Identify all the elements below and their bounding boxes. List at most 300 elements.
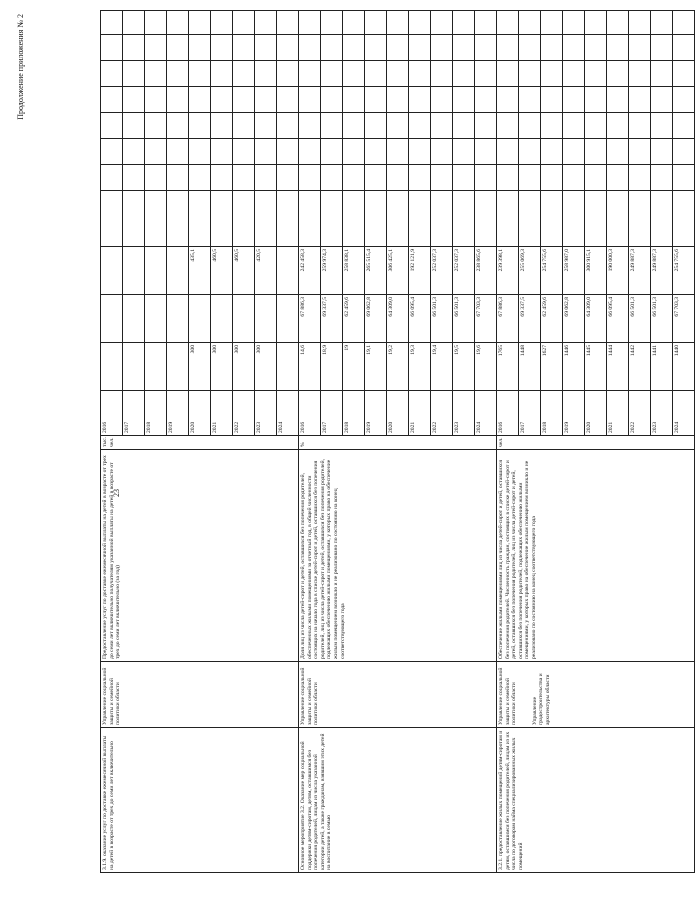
empty-cell	[541, 165, 563, 191]
empty-cell	[167, 113, 189, 139]
empty-cell	[211, 113, 233, 139]
empty-cell	[497, 113, 519, 139]
target-value-cell	[277, 343, 299, 391]
empty-cell	[651, 61, 673, 87]
empty-cell	[299, 139, 321, 165]
funding-cell	[277, 295, 299, 343]
funding-cell	[189, 191, 211, 247]
empty-cell	[519, 61, 541, 87]
empty-cell	[233, 165, 255, 191]
empty-cell	[167, 11, 189, 35]
empty-cell	[651, 87, 673, 113]
empty-cell	[563, 11, 585, 35]
funding-cell: 67 886,3	[497, 295, 519, 343]
empty-cell	[167, 35, 189, 61]
funding-cell: 67 886,3	[299, 295, 321, 343]
empty-cell	[519, 87, 541, 113]
funding-cell	[277, 247, 299, 295]
funding-cell	[343, 191, 365, 247]
empty-cell	[475, 113, 497, 139]
empty-cell	[629, 11, 651, 35]
funding-cell	[431, 191, 453, 247]
year-cell: 2017	[519, 391, 541, 436]
measure-cell: 3.2.1. предоставление жилых помещений детям-сиротам и детям, оставшимся без попечения родителей, лицам из их числа по договорам найма специализированных жилых помещений	[497, 728, 695, 873]
empty-cell	[585, 61, 607, 87]
empty-cell	[497, 87, 519, 113]
funding-cell	[255, 295, 277, 343]
funding-cell: 254 755,6	[541, 247, 563, 295]
funding-cell	[563, 191, 585, 247]
empty-cell	[585, 139, 607, 165]
indicator-cell: Предоставление услуг по доставке ежемесячной выплаты на детей в возрасте от трех до семи лет включительно получателям указанной выплаты на детей в возрасте от трех до семи лет включительно (за год)	[101, 450, 299, 662]
empty-cell	[563, 113, 585, 139]
funding-cell: 69 337,5	[321, 295, 343, 343]
funding-cell	[255, 191, 277, 247]
empty-cell	[431, 61, 453, 87]
target-value-cell: 19	[343, 343, 365, 391]
empty-cell	[629, 35, 651, 61]
year-cell: 2022	[431, 391, 453, 436]
target-value-cell: 14,6	[299, 343, 321, 391]
empty-cell	[299, 11, 321, 35]
empty-cell	[101, 61, 123, 87]
empty-cell	[541, 139, 563, 165]
empty-cell	[409, 11, 431, 35]
empty-cell	[607, 35, 629, 61]
empty-cell	[101, 87, 123, 113]
funding-cell: 66 095,4	[607, 295, 629, 343]
page-number: 23	[112, 489, 121, 497]
funding-cell: 254 755,6	[673, 247, 695, 295]
year-cell: 2021	[607, 391, 629, 436]
empty-cell	[365, 35, 387, 61]
empty-cell	[409, 61, 431, 87]
year-cell: 2023	[651, 391, 673, 436]
empty-cell	[189, 61, 211, 87]
empty-cell	[673, 165, 695, 191]
empty-cell	[519, 139, 541, 165]
empty-cell	[189, 35, 211, 61]
empty-cell	[255, 61, 277, 87]
year-cell: 2018	[541, 391, 563, 436]
funding-cell	[651, 191, 673, 247]
empty-cell	[673, 61, 695, 87]
empty-cell	[123, 61, 145, 87]
funding-cell: 252 037,3	[453, 247, 475, 295]
funding-cell	[233, 295, 255, 343]
empty-cell	[167, 87, 189, 113]
funding-cell	[101, 247, 123, 295]
empty-cell	[453, 61, 475, 87]
funding-cell: 300 915,1	[585, 247, 607, 295]
target-value-cell	[145, 343, 167, 391]
empty-cell	[189, 139, 211, 165]
empty-cell	[607, 87, 629, 113]
target-value-cell: 300	[189, 343, 211, 391]
empty-cell	[145, 113, 167, 139]
target-value-cell: 300	[255, 343, 277, 391]
funding-cell	[101, 295, 123, 343]
empty-cell	[343, 139, 365, 165]
target-value-cell: 1442	[629, 343, 651, 391]
indicator-cell: Обеспечение жилыми помещениями лиц из числа детей-сирот и детей, оставшихся без попечения родителей. Численность граждан, состоящих в списке детей-сирот и детей, оставшихся без попечения родителей, лиц из числа детей-сирот и детей, оставшихся без попечения родителей, подлежащих обеспечению жилыми помещениями, у которых право на обеспечение жилым помещением возникло и не реализовано по состоянию на конец соответствующего года	[497, 450, 695, 662]
empty-cell	[255, 139, 277, 165]
empty-cell	[189, 87, 211, 113]
empty-cell	[233, 11, 255, 35]
empty-cell	[387, 165, 409, 191]
target-value-cell: 19,5	[453, 343, 475, 391]
empty-cell	[673, 139, 695, 165]
funding-cell	[211, 191, 233, 247]
empty-cell	[321, 35, 343, 61]
empty-cell	[453, 11, 475, 35]
funding-cell	[453, 191, 475, 247]
year-cell: 2016	[497, 391, 519, 436]
year-cell: 2019	[563, 391, 585, 436]
funding-cell: 255 069,3	[519, 247, 541, 295]
empty-cell	[123, 165, 145, 191]
empty-cell	[387, 61, 409, 87]
empty-cell	[101, 113, 123, 139]
empty-cell	[497, 165, 519, 191]
continuation-label: Продолжение приложения № 2	[16, 14, 25, 120]
measure-cell: 3.1.9. оказание услуг по доставке ежемесячной выплаты на детей в возрасте от трех до семи лет включительно	[101, 728, 299, 873]
funding-cell: 249 887,3	[629, 247, 651, 295]
funding-cell: 239 398,1	[497, 247, 519, 295]
empty-cell	[497, 35, 519, 61]
target-value-cell	[123, 343, 145, 391]
funding-cell	[167, 191, 189, 247]
empty-cell	[123, 35, 145, 61]
empty-cell	[365, 113, 387, 139]
empty-cell	[431, 139, 453, 165]
empty-cell	[145, 87, 167, 113]
empty-cell	[233, 35, 255, 61]
funding-cell: 62 459,6	[541, 295, 563, 343]
empty-cell	[431, 35, 453, 61]
empty-cell	[431, 165, 453, 191]
empty-cell	[123, 11, 145, 35]
target-value-cell: 1444	[607, 343, 629, 391]
empty-cell	[321, 87, 343, 113]
empty-cell	[299, 113, 321, 139]
empty-cell	[255, 113, 277, 139]
empty-cell	[629, 113, 651, 139]
empty-cell	[123, 113, 145, 139]
funding-cell	[277, 191, 299, 247]
empty-cell	[321, 11, 343, 35]
empty-cell	[541, 113, 563, 139]
year-cell: 2023	[453, 391, 475, 436]
empty-cell	[321, 61, 343, 87]
funding-cell	[519, 191, 541, 247]
funding-cell: 64 309,0	[387, 295, 409, 343]
empty-cell	[497, 61, 519, 87]
empty-cell	[453, 87, 475, 113]
unit-cell: %	[299, 436, 497, 450]
funding-cell	[189, 295, 211, 343]
empty-cell	[255, 165, 277, 191]
target-value-cell: 19,3	[409, 343, 431, 391]
empty-cell	[387, 139, 409, 165]
empty-cell	[211, 61, 233, 87]
funding-cell: 242 458,3	[299, 247, 321, 295]
funding-cell	[145, 247, 167, 295]
table-row	[299, 11, 321, 873]
empty-cell	[431, 113, 453, 139]
funding-cell: 66 501,3	[453, 295, 475, 343]
funding-cell: 69 062,8	[365, 295, 387, 343]
empty-cell	[189, 113, 211, 139]
empty-cell	[321, 165, 343, 191]
funding-cell: 69 337,5	[519, 295, 541, 343]
empty-cell	[629, 87, 651, 113]
year-cell: 2023	[255, 391, 277, 436]
funding-cell	[123, 295, 145, 343]
empty-cell	[233, 139, 255, 165]
funding-cell	[365, 191, 387, 247]
funding-cell	[167, 295, 189, 343]
empty-cell	[629, 139, 651, 165]
empty-cell	[519, 165, 541, 191]
empty-cell	[387, 11, 409, 35]
target-value-cell: 19,4	[431, 343, 453, 391]
funding-cell	[673, 191, 695, 247]
funding-cell	[299, 191, 321, 247]
empty-cell	[343, 113, 365, 139]
funding-cell	[497, 191, 519, 247]
empty-cell	[277, 139, 299, 165]
year-cell: 2018	[145, 391, 167, 436]
empty-cell	[211, 11, 233, 35]
funding-cell: 435,1	[189, 247, 211, 295]
year-cell: 2024	[277, 391, 299, 436]
empty-cell	[255, 87, 277, 113]
empty-cell	[453, 165, 475, 191]
empty-cell	[145, 61, 167, 87]
funding-cell	[541, 191, 563, 247]
year-cell: 2022	[629, 391, 651, 436]
empty-cell	[431, 11, 453, 35]
empty-cell	[211, 165, 233, 191]
empty-cell	[321, 139, 343, 165]
empty-cell	[563, 35, 585, 61]
empty-cell	[475, 11, 497, 35]
target-value-cell: 19,1	[365, 343, 387, 391]
empty-cell	[585, 87, 607, 113]
empty-cell	[629, 61, 651, 87]
year-cell: 2021	[409, 391, 431, 436]
funding-cell	[211, 295, 233, 343]
empty-cell	[145, 165, 167, 191]
empty-cell	[651, 165, 673, 191]
empty-cell	[409, 139, 431, 165]
empty-cell	[211, 87, 233, 113]
empty-cell	[299, 87, 321, 113]
target-value-cell	[101, 343, 123, 391]
empty-cell	[409, 113, 431, 139]
funding-cell: 69 062,8	[563, 295, 585, 343]
empty-cell	[651, 35, 673, 61]
executor-cell	[299, 662, 497, 728]
empty-cell	[123, 87, 145, 113]
empty-cell	[387, 113, 409, 139]
funding-cell: 249 887,3	[651, 247, 673, 295]
empty-cell	[365, 139, 387, 165]
empty-cell	[651, 11, 673, 35]
funding-cell	[145, 295, 167, 343]
funding-cell: 66 501,3	[629, 295, 651, 343]
empty-cell	[585, 113, 607, 139]
empty-cell	[475, 139, 497, 165]
empty-cell	[453, 113, 475, 139]
empty-cell	[585, 35, 607, 61]
funding-cell	[233, 191, 255, 247]
year-cell: 2024	[673, 391, 695, 436]
table-row	[101, 11, 123, 873]
empty-cell	[453, 139, 475, 165]
funding-cell: 64 309,0	[585, 295, 607, 343]
empty-cell	[101, 165, 123, 191]
table-row	[497, 11, 519, 873]
empty-cell	[519, 113, 541, 139]
empty-cell	[299, 165, 321, 191]
empty-cell	[277, 87, 299, 113]
year-cell: 2021	[211, 391, 233, 436]
empty-cell	[101, 35, 123, 61]
empty-cell	[189, 11, 211, 35]
empty-cell	[563, 165, 585, 191]
funding-cell: 460,5	[211, 247, 233, 295]
executor-name: Управление социальной защиты и семейной политики области	[498, 667, 518, 725]
target-value-cell	[167, 343, 189, 391]
funding-cell: 67 703,3	[673, 295, 695, 343]
target-value-cell: 19,6	[475, 343, 497, 391]
year-cell: 2020	[189, 391, 211, 436]
funding-cell	[101, 191, 123, 247]
funding-cell	[409, 191, 431, 247]
year-cell: 2020	[585, 391, 607, 436]
empty-cell	[519, 11, 541, 35]
empty-cell	[343, 11, 365, 35]
empty-cell	[277, 61, 299, 87]
empty-cell	[365, 11, 387, 35]
funding-cell	[123, 191, 145, 247]
empty-cell	[277, 113, 299, 139]
empty-cell	[607, 139, 629, 165]
funding-cell	[607, 191, 629, 247]
empty-cell	[167, 165, 189, 191]
empty-cell	[541, 61, 563, 87]
empty-cell	[497, 139, 519, 165]
funding-cell	[145, 191, 167, 247]
empty-cell	[189, 165, 211, 191]
empty-cell	[387, 35, 409, 61]
target-value-cell: 1440	[673, 343, 695, 391]
empty-cell	[387, 87, 409, 113]
executor-cell	[101, 662, 299, 728]
empty-cell	[255, 11, 277, 35]
empty-cell	[673, 113, 695, 139]
empty-cell	[673, 35, 695, 61]
empty-cell	[299, 35, 321, 61]
empty-cell	[277, 35, 299, 61]
empty-cell	[409, 35, 431, 61]
empty-cell	[563, 87, 585, 113]
empty-cell	[343, 61, 365, 87]
target-value-cell: 1446	[563, 343, 585, 391]
executor-cell	[497, 662, 695, 728]
empty-cell	[651, 139, 673, 165]
empty-cell	[167, 139, 189, 165]
measure-cell: Основное мероприятие 3.2. Оказание мер социальной поддержки детям-сиротам, детям, оставшимся без попечения родителей, лицам из числа указанной категории детей, а также гражданам, взявшим этих детей на воспитание в семью	[299, 728, 497, 873]
funding-cell	[475, 191, 497, 247]
funding-cell: 265 515,4	[365, 247, 387, 295]
indicator-cell: Доля лиц из числа детей-сирот и детей, оставшихся без попечения родителей, обеспеченных жилыми помещениями за отчетный год, в общей численности состоящих на начало года в списке детей-сирот и детей, оставшихся без попечения родителей, лиц из числа детей-сирот и детей, оставшихся без попечения родителей, подлежащих обеспечению жилыми помещениями, у которых право на обеспечение жилым помещением возникло и не реализовано по состоянию на конец соответствующего года	[299, 450, 497, 662]
empty-cell	[431, 87, 453, 113]
empty-cell	[607, 165, 629, 191]
funding-cell: 66 501,3	[651, 295, 673, 343]
target-value-cell: 1448	[519, 343, 541, 391]
target-value-cell: 19,2	[387, 343, 409, 391]
year-cell: 2019	[365, 391, 387, 436]
funding-cell	[387, 191, 409, 247]
empty-cell	[365, 165, 387, 191]
empty-cell	[365, 61, 387, 87]
funding-cell: 66 501,3	[431, 295, 453, 343]
funding-cell: 66 095,4	[409, 295, 431, 343]
empty-cell	[475, 165, 497, 191]
empty-cell	[277, 11, 299, 35]
empty-cell	[145, 139, 167, 165]
target-value-cell: 1441	[651, 343, 673, 391]
year-cell: 2018	[343, 391, 365, 436]
funding-cell	[629, 191, 651, 247]
empty-cell	[563, 139, 585, 165]
empty-cell	[233, 61, 255, 87]
empty-cell	[475, 87, 497, 113]
empty-cell	[519, 35, 541, 61]
funding-cell: 252 037,3	[431, 247, 453, 295]
year-cell: 2017	[123, 391, 145, 436]
target-value-cell: 1627	[541, 343, 563, 391]
funding-cell: 259 974,3	[321, 247, 343, 295]
empty-cell	[607, 113, 629, 139]
target-value-cell: 18,9	[321, 343, 343, 391]
empty-cell	[651, 113, 673, 139]
empty-cell	[409, 87, 431, 113]
funding-cell: 306 425,1	[387, 247, 409, 295]
empty-cell	[475, 35, 497, 61]
empty-cell	[541, 87, 563, 113]
empty-cell	[299, 61, 321, 87]
funding-cell: 420,5	[255, 247, 277, 295]
funding-cell	[123, 247, 145, 295]
empty-cell	[167, 61, 189, 87]
empty-cell	[233, 87, 255, 113]
year-cell: 2022	[233, 391, 255, 436]
empty-cell	[541, 35, 563, 61]
program-table	[100, 10, 695, 873]
year-cell: 2024	[475, 391, 497, 436]
empty-cell	[541, 11, 563, 35]
empty-cell	[563, 61, 585, 87]
empty-cell	[255, 35, 277, 61]
executor-name: Управление социальной защиты и семейной политики области	[300, 667, 320, 725]
empty-cell	[343, 35, 365, 61]
empty-cell	[343, 165, 365, 191]
year-cell: 2016	[299, 391, 321, 436]
